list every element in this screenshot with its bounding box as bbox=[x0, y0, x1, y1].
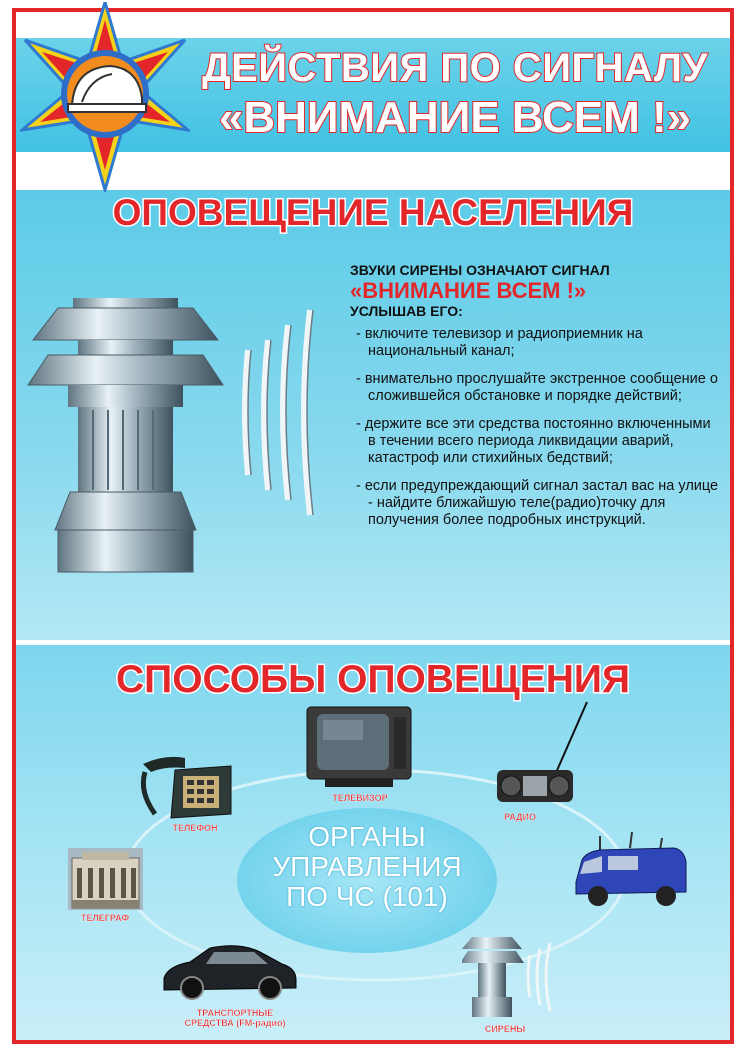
section2-title: СПОСОБЫ ОПОВЕЩЕНИЯ bbox=[116, 658, 630, 701]
label-transport-line-2: СРЕДСТВА (FM-радио) bbox=[184, 1018, 286, 1028]
signal-name: «ВНИМАНИЕ ВСЕМ !» bbox=[350, 278, 587, 303]
label-tv: ТЕЛЕВИЗОР bbox=[332, 793, 388, 803]
sound-waves-icon bbox=[238, 300, 323, 520]
radio-icon bbox=[495, 700, 595, 805]
label-sirens: СИРЕНЫ bbox=[484, 1024, 526, 1034]
list-item: - если предупреждающий сигнал застал вас на улице - найдите ближайшую теле(радио)точку для получения более подробных инструкций. bbox=[356, 478, 719, 528]
label-transport-line-1: ТРАНСПОРТНЫЕ bbox=[196, 1008, 274, 1018]
telegraph-building-icon bbox=[68, 848, 143, 910]
emergency-emblem-icon bbox=[20, 2, 190, 192]
siren-lead-text: ЗВУКИ СИРЕНЫ ОЗНАЧАЮТ СИГНАЛ bbox=[350, 262, 610, 278]
label-telegraph: ТЕЛЕГРАФ bbox=[80, 913, 130, 923]
car-icon bbox=[160, 938, 300, 1000]
siren-icon bbox=[18, 290, 233, 580]
center-authority-text bbox=[237, 822, 497, 912]
section1-title: ОПОВЕЩЕНИЕ НАСЕЛЕНИЯ bbox=[112, 192, 634, 233]
instructions-block bbox=[350, 262, 720, 540]
telephone-icon bbox=[135, 752, 235, 822]
small-siren-icon bbox=[462, 935, 557, 1020]
title-line-2: «ВНИМАНИЕ ВСЕМ !» bbox=[218, 93, 692, 142]
poster-title bbox=[175, 44, 735, 144]
list-item: - внимательно прослушайте экстренное сообщение о сложившейся обстановке и порядке действий; bbox=[356, 371, 718, 404]
van-icon bbox=[570, 830, 690, 910]
title-line-1: ДЕЙСТВИЯ ПО СИГНАЛУ bbox=[202, 46, 708, 90]
center-line-2: УПРАВЛЕНИЯ bbox=[272, 851, 462, 882]
list-item: - держите все эти средства постоянно включенными в течении всего периода ликвидации аварий, катастроф или стихийных бедствий; bbox=[356, 416, 711, 466]
label-phone: ТЕЛЕФОН bbox=[172, 823, 218, 833]
tv-icon bbox=[305, 705, 413, 790]
center-line-1: ОРГАНЫ bbox=[308, 821, 426, 852]
list-item: - включите телевизор и радиоприемник на национальный канал; bbox=[356, 326, 643, 359]
label-transport bbox=[165, 1008, 305, 1028]
label-radio: РАДИО bbox=[504, 812, 536, 822]
heard-label: УСЛЫШАВ ЕГО: bbox=[350, 303, 463, 319]
instructions-list bbox=[350, 326, 720, 529]
center-line-3: ПО ЧС (101) bbox=[286, 881, 448, 912]
